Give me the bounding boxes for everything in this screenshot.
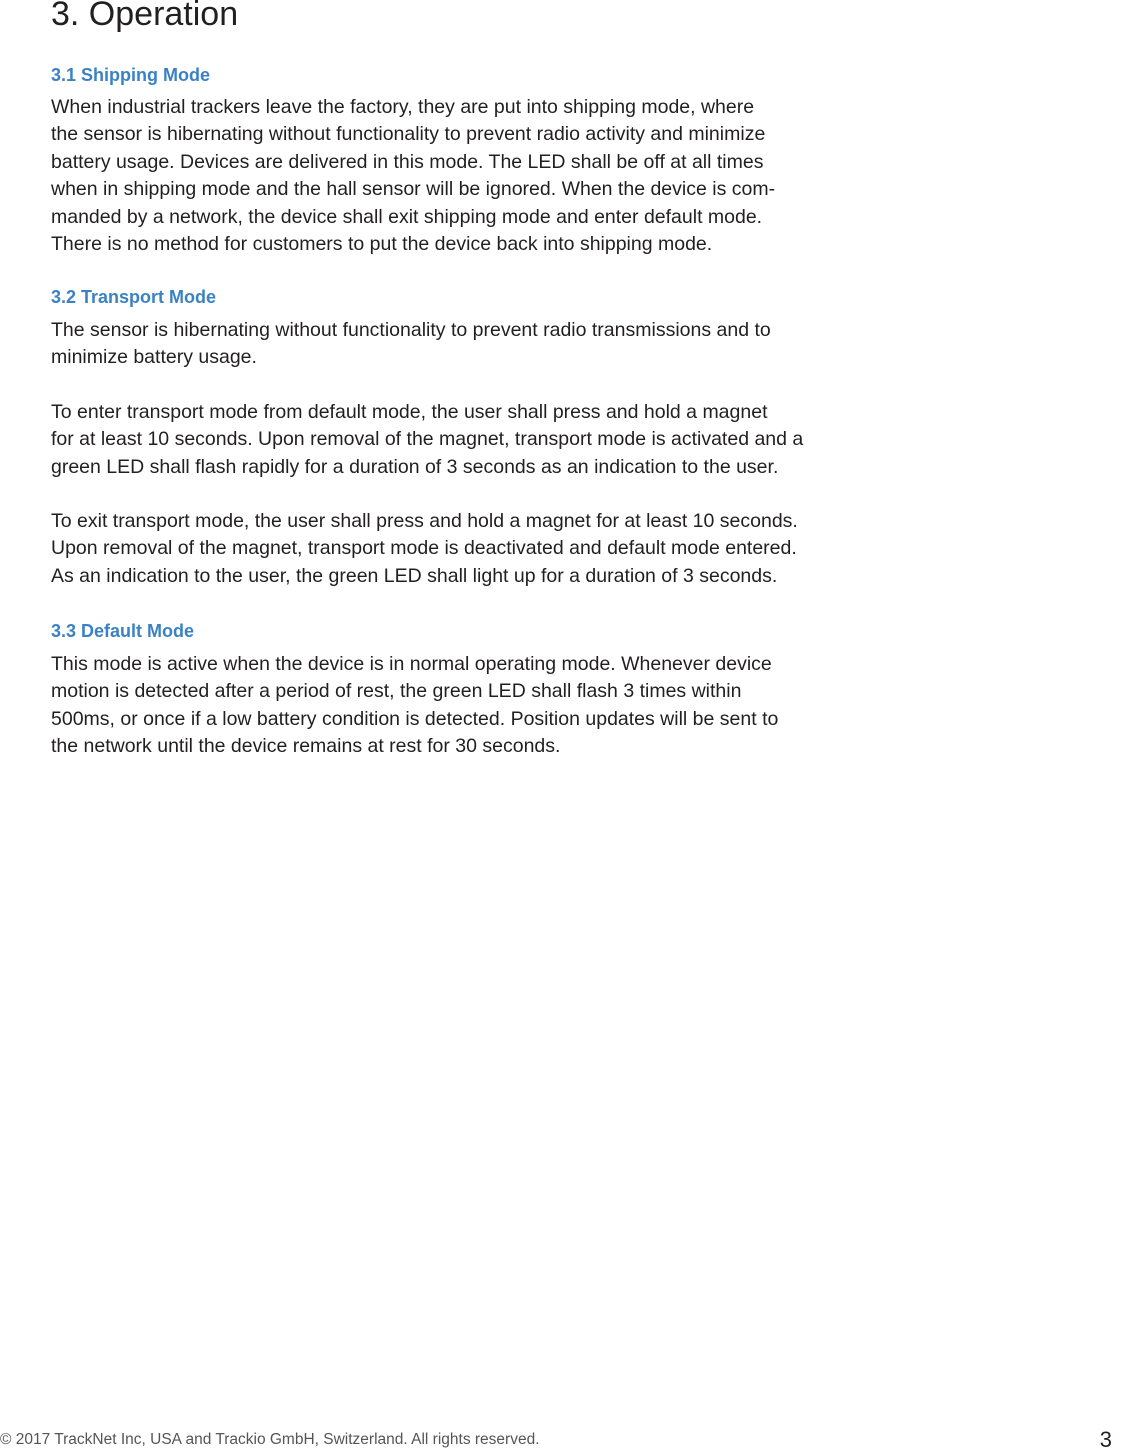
text-line: manded by a network, the device shall exit shipping mode and enter default mode. bbox=[51, 205, 763, 228]
text-line: 500ms, or once if a low battery condition is detected. Position updates will be sent to bbox=[51, 707, 779, 730]
text-line: for at least 10 seconds. Upon removal of the magnet, transport mode is activated and a bbox=[51, 428, 804, 451]
text-line: This mode is active when the device is in normal operating mode. Whenever device bbox=[51, 653, 772, 675]
text-line: when in shipping mode and the hall sensor will be ignored. When the device is com- bbox=[51, 178, 776, 201]
text-line: When industrial trackers leave the factory, they are put into shipping mode, where bbox=[51, 96, 755, 118]
text-line: the sensor is hibernating without functionality to prevent radio activity and minimize bbox=[51, 123, 766, 146]
text-line: There is no method for customers to put the device back into shipping mode. bbox=[51, 233, 713, 256]
transport-mode-paragraph-3 bbox=[51, 508, 798, 590]
section-heading-shipping-mode: 3.1 Shipping Mode bbox=[51, 65, 211, 85]
text-line: To enter transport mode from default mode, the user shall press and hold a magnet bbox=[51, 401, 768, 423]
text-line: Upon removal of the magnet, transport mode is deactivated and default mode entered. bbox=[51, 537, 797, 560]
page-title: 3. Operation bbox=[51, 0, 239, 33]
text-line: green LED shall flash rapidly for a duration of 3 seconds as an indication to the user. bbox=[51, 455, 779, 478]
text-line: As an indication to the user, the green LED shall light up for a duration of 3 seconds. bbox=[51, 564, 778, 587]
default-mode-paragraph bbox=[51, 651, 778, 761]
section-heading-default-mode: 3.3 Default Mode bbox=[51, 621, 195, 641]
section-heading-transport-mode: 3.2 Transport Mode bbox=[51, 287, 217, 307]
footer-copyright: © 2017 TrackNet Inc, USA and Trackio GmbH, Switzerland. All rights reserved. bbox=[0, 1431, 540, 1448]
page-number: 3 bbox=[1099, 1427, 1112, 1452]
text-line: the network until the device remains at rest for 30 seconds. bbox=[51, 735, 561, 758]
text-line: motion is detected after a period of rest, the green LED shall flash 3 times within bbox=[51, 680, 742, 703]
text-line: battery usage. Devices are delivered in this mode. The LED shall be off at all times bbox=[51, 150, 764, 173]
text-line: minimize battery usage. bbox=[51, 346, 257, 369]
text-line: To exit transport mode, the user shall press and hold a magnet for at least 10 seconds. bbox=[51, 510, 798, 532]
transport-mode-paragraph-1 bbox=[51, 317, 771, 372]
transport-mode-paragraph-2 bbox=[51, 399, 803, 481]
text-line: The sensor is hibernating without functionality to prevent radio transmissions and to bbox=[51, 319, 771, 341]
shipping-mode-paragraph bbox=[51, 94, 775, 258]
